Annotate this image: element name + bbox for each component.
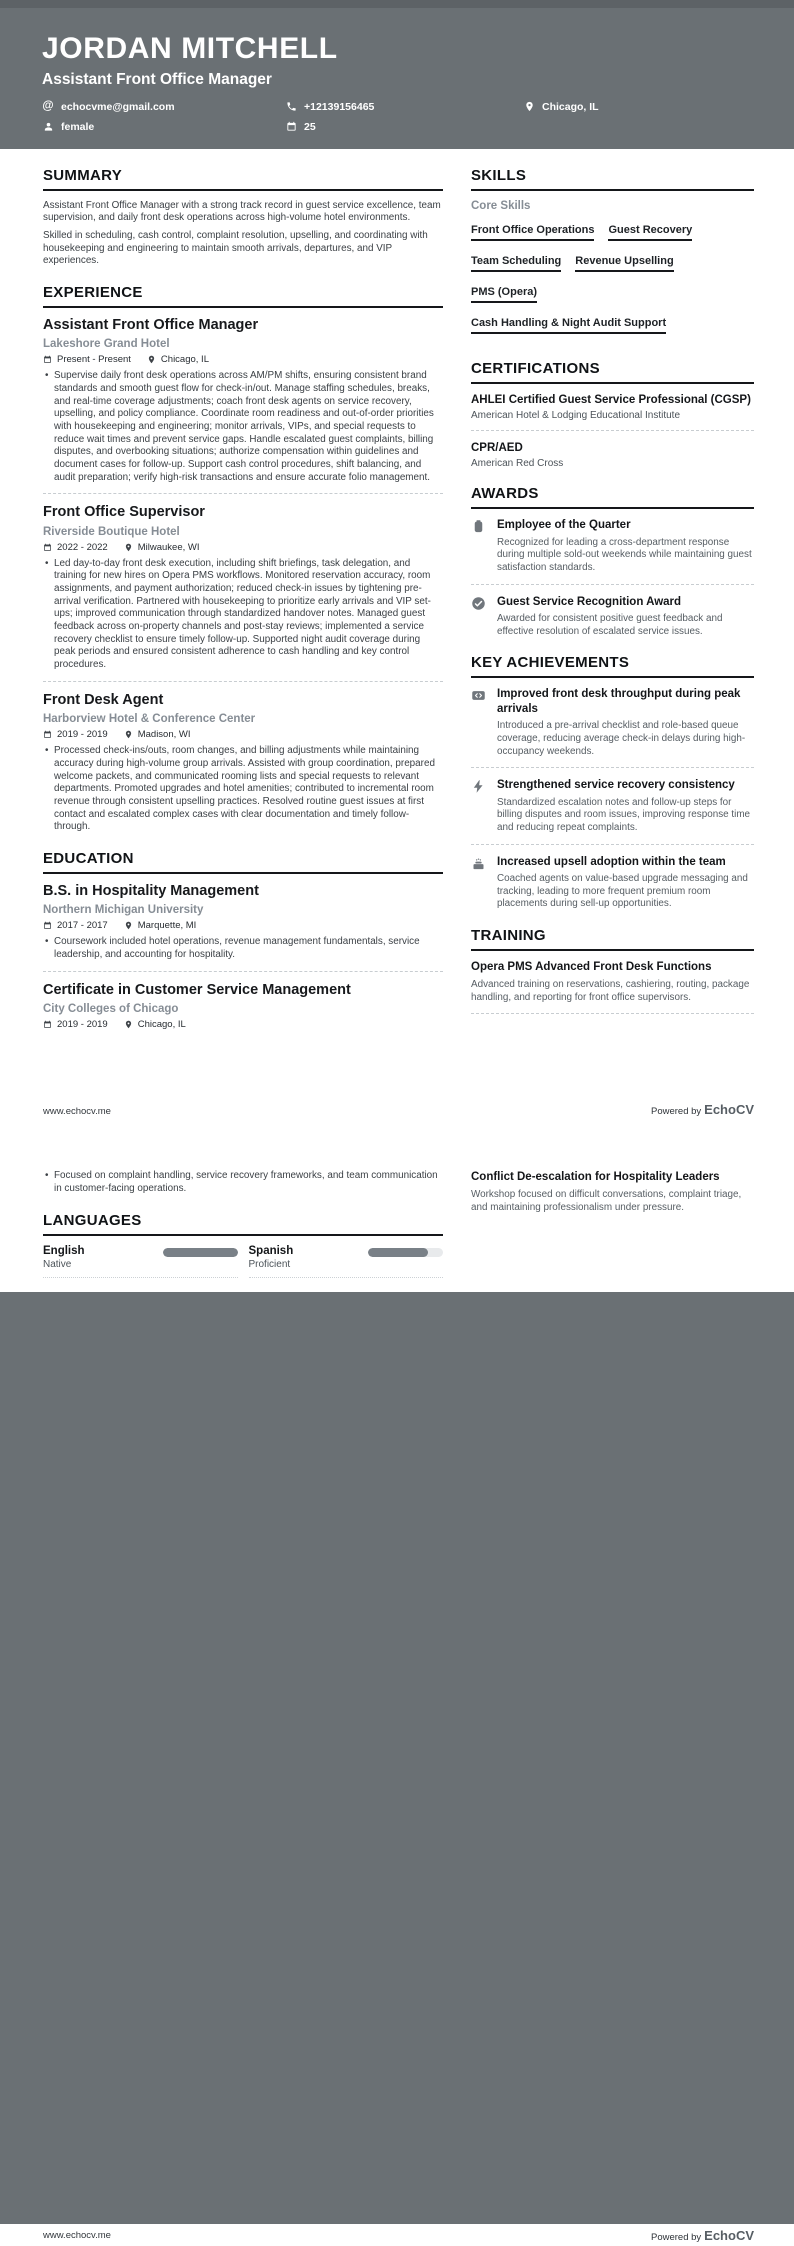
contact-age [285, 121, 523, 133]
contact-email-text: echocvme@gmail.com [61, 100, 175, 113]
education-entry [43, 883, 443, 962]
achievement-item [471, 687, 754, 758]
training-title: Opera PMS Advanced Front Desk Functions [471, 961, 712, 973]
skills-heading: SKILLS [471, 167, 754, 191]
certification-title: CPR/AED [471, 441, 523, 454]
contact-gender [42, 121, 285, 133]
language-proficiency-bar [368, 1248, 443, 1257]
phone-icon [285, 101, 297, 113]
contact-gender-text: female [61, 120, 95, 133]
page2-content [0, 1123, 794, 1292]
achievement-title: Improved front desk throughput during peak arrivals [497, 688, 741, 715]
education-bullet: • Coursework included hotel operations, revenue management fundamentals, service leadership, and accounting for hospitality. [45, 936, 420, 960]
award-title: Guest Service Recognition Award [497, 595, 682, 608]
training-title: Conflict De-escalation for Hospitality Leaders [471, 1171, 720, 1183]
education-dates: 2019 - 2019 [43, 1019, 108, 1030]
summary-section [43, 167, 443, 268]
skill-tag: Team Scheduling [471, 255, 561, 272]
resume-header [0, 8, 794, 149]
job-meta [43, 729, 443, 740]
dashed-separator [43, 681, 443, 682]
contact-row [42, 101, 752, 133]
job-dates: 2022 - 2022 [43, 542, 108, 553]
pin-icon [124, 921, 133, 930]
job-location: Madison, WI [124, 729, 191, 740]
languages-row [43, 1245, 443, 1278]
dashed-separator [471, 767, 754, 768]
dashed-separator [43, 971, 443, 972]
training-item [471, 1170, 754, 1214]
skill-tags [471, 220, 754, 344]
degree-title: Certificate in Customer Service Management [43, 981, 351, 998]
education-section [43, 850, 443, 1030]
pin-icon [147, 355, 156, 364]
education-meta [43, 1019, 443, 1030]
award-item [471, 518, 754, 574]
education-bullet: • Focused on complaint handling, service recovery frameworks, and team communication in customer-facing operations. [45, 1170, 438, 1194]
job-dates: Present - Present [43, 354, 131, 365]
dashed-separator [471, 430, 754, 431]
language-item [43, 1245, 238, 1278]
page-filler [0, 1292, 794, 2224]
achievement-description: Coached agents on value-based upgrade messaging and tracking, leading to more frequent premium room placements during sell-up opportunities. [497, 872, 748, 910]
job-bullet: • Processed check-ins/outs, room changes, and billing adjustments while maintaining accuracy during high-volume group arrivals. Assisted with group coordination, prepared welcome packets, and communicated rooming lists and special requests to relevant departments. Promoted upgrades and hotel amenities; contributed to incremental room revenue through consistent upselling practices. Resolved routine guest issues at first contact and escalated complex cases with clear documentation and timely follow-through. [45, 745, 435, 833]
calendar-icon [43, 921, 52, 930]
skills-group-label: Core Skills [471, 199, 531, 212]
language-name: English [43, 1245, 85, 1258]
achievements-heading: KEY ACHIEVEMENTS [471, 654, 754, 678]
calendar-icon [43, 543, 52, 552]
education-entry [43, 982, 443, 1030]
certification-title: AHLEI Certified Guest Service Professional (CGSP) [471, 393, 751, 406]
dashed-separator [43, 493, 443, 494]
degree-title: B.S. in Hospitality Management [43, 882, 259, 899]
at-icon: @ [42, 99, 54, 112]
achievement-title: Increased upsell adoption within the team [497, 855, 726, 868]
award-item [471, 595, 754, 639]
contact-phone [285, 101, 523, 113]
training-description: Advanced training on reservations, cashiering, routing, package handling, and reporting for front office supervisors. [471, 978, 750, 1003]
right-column [471, 1170, 754, 1278]
page-footer [43, 1102, 754, 1117]
calendar-icon [43, 1020, 52, 1029]
person-icon [42, 121, 54, 133]
job-bullet: • Supervise daily front desk operations across AM/PM shifts, ensuring consistent brand standards and smooth guest flow for check-in/out. Manage staffing schedules, breaks, and real-time coverage adjustments; coach front desk agents on service recovery, upselling, and policy compliance. Coordinate room readiness and out-of-order priorities with housekeeping and engineering; monitor arrivals, VIPs, and special requests to reduce wait times and prevent service gaps. Handle escalated guest complaints, billing disputes, and overbooking situations; authorize compensation within guidelines and document cases for follow-up. Support cash control procedures, shift balancing, and audit preparation; verify high-risk transactions and ensure accurate folio management. [45, 370, 434, 483]
achievement-item [471, 855, 754, 911]
certification-item [471, 393, 754, 421]
language-level: Proficient [248, 1259, 291, 1271]
language-proficiency-bar [163, 1248, 238, 1257]
experience-section [43, 284, 443, 834]
job-location: Chicago, IL [147, 354, 209, 365]
echocv-brand: EchoCV [704, 2227, 754, 2243]
education-meta [43, 920, 443, 931]
job-title: Front Desk Agent [43, 691, 164, 708]
skill-tag: Revenue Upselling [575, 255, 673, 272]
pin-icon [124, 1020, 133, 1029]
footer-powered: Powered by EchoCV [650, 1102, 754, 1117]
achievement-description: Introduced a pre-arrival checklist and role-based queue coverage, reducing average check-in delays during high-occupancy weekends. [497, 720, 746, 757]
job-bullet: • Led day-to-day front desk execution, including shift briefings, task delegation, and training for new hires on Opera PMS workflows. Monitored reservation accuracy, room assignments, and payment authorization; reduced check-in issues by tightening pre-arrival verification. Partnered with housekeeping to prioritize early arrivals and VIP set-ups; improved communication through standardized handover notes. Managed guest feedback across on-property channels and post-stay reviews; implemented a service recovery checklist to ensure timely follow-up. Supported night audit coverage during peak periods and ensured consistent adherence to cash handling and key control procedures. [45, 557, 431, 671]
pin-icon [124, 730, 133, 739]
certifications-heading: CERTIFICATIONS [471, 360, 754, 384]
education-location: Chicago, IL [124, 1019, 186, 1030]
right-column [471, 167, 754, 1035]
certification-issuer: American Red Cross [471, 458, 564, 470]
experience-entry [43, 692, 443, 834]
language-item [249, 1245, 444, 1278]
achievement-item [471, 778, 754, 834]
cake-icon [471, 855, 487, 911]
language-name: Spanish [248, 1245, 294, 1258]
school-name: Northern Michigan University [43, 904, 204, 917]
company-name: Harborview Hotel & Conference Center [43, 713, 256, 726]
skill-tag: Guest Recovery [608, 224, 692, 241]
footer-powered: Powered by EchoCV [650, 2227, 754, 2243]
training-item [471, 960, 754, 1004]
calendar-icon [43, 730, 52, 739]
footer-website: www.echocv.me [43, 1106, 111, 1117]
pin-icon [124, 543, 133, 552]
left-column [43, 1170, 443, 1278]
awards-section [471, 485, 754, 638]
job-meta [43, 542, 443, 553]
echocv-brand: EchoCV [704, 1102, 754, 1117]
candidate-name: JORDAN MITCHELL [42, 32, 338, 65]
top-strip [0, 0, 794, 8]
skills-section [471, 167, 754, 344]
experience-entry [43, 504, 443, 671]
experience-entry [43, 317, 443, 484]
summary-paragraph: Assistant Front Office Manager with a strong track record in guest service excellence, team supervision, and daily front desk operations across high-volume hotel environments. [43, 199, 441, 224]
job-meta [43, 354, 443, 365]
contact-location-text: Chicago, IL [542, 100, 599, 113]
contact-age-text: 25 [304, 120, 316, 133]
languages-heading: LANGUAGES [43, 1212, 443, 1236]
awards-heading: AWARDS [471, 485, 754, 509]
job-title: Assistant Front Office Manager [43, 316, 259, 333]
experience-heading: EXPERIENCE [43, 284, 443, 308]
contact-location [523, 101, 752, 113]
footer-website: www.echocv.me [43, 2229, 111, 2241]
certification-item [471, 441, 754, 469]
left-column [43, 167, 443, 1035]
school-name: City Colleges of Chicago [43, 1003, 179, 1016]
award-title: Employee of the Quarter [497, 519, 631, 532]
medal-icon [471, 518, 487, 574]
dashed-separator [471, 844, 754, 845]
language-level: Native [43, 1259, 72, 1271]
page-footer [0, 2224, 794, 2246]
job-dates: 2019 - 2019 [43, 729, 108, 740]
skill-tag: PMS (Opera) [471, 286, 537, 303]
training-section [471, 927, 754, 1014]
contact-email [42, 101, 285, 113]
resume-page-2 [0, 1123, 794, 2246]
contact-phone-text: +12139156465 [304, 100, 375, 113]
job-title: Front Office Supervisor [43, 504, 205, 521]
job-location: Milwaukee, WI [124, 542, 200, 553]
skill-tag: Cash Handling & Night Audit Support [471, 317, 666, 334]
bolt-icon [471, 778, 487, 834]
education-dates: 2017 - 2017 [43, 920, 108, 931]
education-heading: EDUCATION [43, 850, 443, 874]
skill-tag: Front Office Operations [471, 224, 594, 241]
achievements-section [471, 654, 754, 911]
achievement-description: Standardized escalation notes and follow-up steps for billing disputes and room issues, improving response time and reducing repeat complaints. [497, 796, 751, 833]
award-description: Recognized for leading a cross-department response during multiple sold-out weekends while maintaining guest satisfaction standards. [497, 536, 752, 574]
candidate-title: Assistant Front Office Manager [42, 70, 272, 88]
company-name: Riverside Boutique Hotel [43, 525, 180, 538]
summary-paragraph: Skilled in scheduling, cash control, complaint resolution, upselling, and coordinating with housekeeping and engineering to maintain smooth arrivals, departures, and VIP experiences. [43, 229, 428, 267]
code-icon [471, 687, 487, 758]
calendar-icon [285, 121, 297, 133]
certification-issuer: American Hotel & Lodging Educational Institute [471, 409, 681, 421]
certifications-section [471, 360, 754, 470]
award-description: Awarded for consistent positive guest feedback and effective resolution of escalated service issues. [497, 613, 723, 637]
achievement-title: Strengthened service recovery consistency [497, 779, 735, 792]
training-description: Workshop focused on difficult conversations, complaint triage, and maintaining professionalism under pressure. [471, 1188, 742, 1213]
training-heading: TRAINING [471, 927, 754, 951]
calendar-icon [43, 355, 52, 364]
check-circle-icon [471, 595, 487, 639]
pin-icon [523, 101, 535, 113]
summary-heading: SUMMARY [43, 167, 443, 191]
company-name: Lakeshore Grand Hotel [43, 338, 170, 351]
dashed-separator [471, 1013, 754, 1014]
dashed-separator [471, 584, 754, 585]
education-location: Marquette, MI [124, 920, 197, 931]
